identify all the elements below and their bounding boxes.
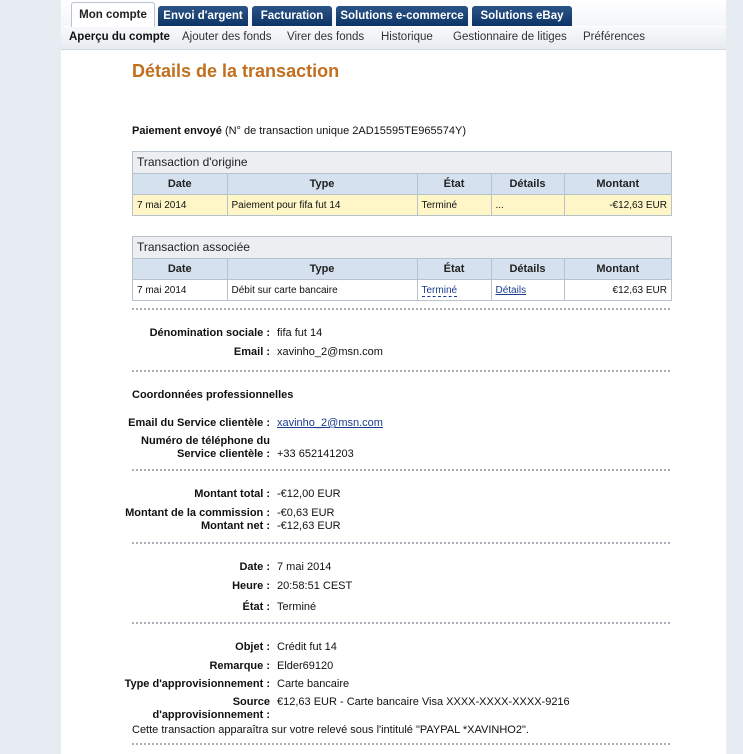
- subnav-historique[interactable]: Historique: [381, 31, 433, 43]
- object-label: Objet :: [235, 641, 270, 653]
- subnav-ajouter-fonds[interactable]: Ajouter des fonds: [182, 31, 272, 43]
- total-amount-value: -€12,00 EUR: [277, 488, 341, 500]
- statement-note: Cette transaction apparaîtra sur votre relevé sous l'intitulé "PAYPAL *XAVINHO2".: [132, 724, 529, 736]
- service-email-label: Email du Service clientèle :: [128, 417, 270, 429]
- professional-section-title: Coordonnées professionnelles: [132, 389, 294, 401]
- subnav-preferences[interactable]: Préférences: [583, 31, 646, 43]
- subnav-gestionnaire-litiges[interactable]: Gestionnaire de litiges: [453, 31, 567, 43]
- col-header-type: Type: [227, 259, 417, 280]
- cell-date: 7 mai 2014: [133, 280, 227, 301]
- fee-amount-label: Montant de la commission :: [125, 507, 270, 519]
- tab-solutions-ebay[interactable]: Solutions eBay: [472, 6, 572, 26]
- tab-solutions-ecommerce[interactable]: Solutions e-commerce: [336, 6, 468, 26]
- table-row: [133, 280, 671, 301]
- payment-summary: [132, 125, 466, 137]
- funding-source-label-line2: d'approvisionnement :: [152, 709, 270, 721]
- funding-type-label: Type d'approvisionnement :: [124, 678, 270, 690]
- funding-source-value: €12,63 EUR - Carte bancaire Visa XXXX-XXXX-XXXX-9216: [277, 696, 570, 708]
- date-label: Date :: [239, 561, 270, 573]
- page-title: Détails de la transaction: [132, 61, 340, 81]
- funding-source-label-line1: Source: [232, 696, 270, 708]
- tab-mon-compte[interactable]: Mon compte: [71, 2, 155, 28]
- service-email-link[interactable]: xavinho_2@msn.com: [277, 417, 383, 429]
- origin-transaction-caption: Transaction d'origine: [133, 152, 671, 174]
- col-header-date: Date: [133, 259, 227, 280]
- section-divider: [132, 542, 670, 544]
- merchant-name-label: Dénomination sociale :: [149, 327, 270, 339]
- transaction-id: (N° de transaction unique 2AD15595TE965574Y): [224, 125, 466, 137]
- remark-label: Remarque :: [209, 660, 270, 672]
- cell-type: Débit sur carte bancaire: [227, 280, 417, 301]
- col-header-details: Détails: [491, 259, 564, 280]
- state-value: Terminé: [277, 601, 317, 613]
- cell-amount: €12,63 EUR: [612, 284, 667, 296]
- cell-details: ...: [491, 195, 564, 216]
- cell-type: Paiement pour fifa fut 14: [227, 195, 417, 216]
- time-label: Heure :: [232, 580, 270, 592]
- related-transaction-table: [132, 236, 672, 301]
- merchant-email-value: xavinho_2@msn.com: [277, 346, 383, 358]
- sub-navigation: [61, 27, 726, 50]
- col-header-montant: Montant: [564, 259, 671, 280]
- merchant-email-label: Email :: [233, 346, 270, 358]
- remark-value: Elder69120: [277, 660, 334, 672]
- tab-facturation[interactable]: Facturation: [252, 6, 332, 26]
- col-header-details: Détails: [491, 174, 564, 195]
- col-header-montant: Montant: [564, 174, 671, 195]
- section-divider: [132, 370, 670, 372]
- section-divider: [132, 308, 670, 310]
- tab-envoi-argent[interactable]: Envoi d'argent: [158, 6, 248, 26]
- funding-type-value: Carte bancaire: [277, 678, 350, 690]
- service-phone-label-line1: Numéro de téléphone du: [141, 435, 270, 447]
- subnav-apercu-compte[interactable]: Aperçu du compte: [69, 31, 170, 43]
- fee-amount-value: -€0,63 EUR: [277, 507, 335, 519]
- col-header-date: Date: [133, 174, 227, 195]
- state-label: État :: [242, 601, 270, 613]
- total-amount-label: Montant total :: [194, 488, 270, 500]
- col-header-etat: État: [417, 174, 491, 195]
- main-tab-bar: [61, 0, 726, 26]
- page-container: [61, 0, 726, 754]
- object-value: Crédit fut 14: [277, 641, 337, 653]
- time-value: 20:58:51 CEST: [277, 580, 353, 592]
- payment-type: Paiement envoyé: [132, 125, 222, 137]
- cell-state: [417, 280, 491, 301]
- cell-amount: -€12,63 EUR: [564, 195, 671, 216]
- col-header-etat: État: [417, 259, 491, 280]
- col-header-type: Type: [227, 174, 417, 195]
- net-amount-value: -€12,63 EUR: [277, 520, 341, 532]
- origin-transaction-table: [132, 151, 672, 216]
- subnav-virer-fonds[interactable]: Virer des fonds: [287, 31, 365, 43]
- state-terminé-link[interactable]: Terminé: [421, 284, 458, 296]
- cell-state: Terminé: [417, 195, 491, 216]
- service-phone-label-line2: Service clientèle :: [177, 448, 270, 460]
- section-divider: [132, 622, 670, 624]
- merchant-name-value: fifa fut 14: [277, 327, 323, 339]
- section-divider: [132, 743, 670, 745]
- related-transaction-caption: Transaction associée: [133, 237, 671, 259]
- section-divider: [132, 469, 670, 471]
- date-value: 7 mai 2014: [277, 561, 332, 573]
- table-row: [133, 195, 671, 216]
- cell-details: [491, 280, 564, 301]
- details-link[interactable]: Détails: [495, 284, 527, 296]
- cell-date: 7 mai 2014: [133, 195, 227, 216]
- net-amount-label: Montant net :: [200, 520, 270, 532]
- service-phone-value: +33 652141203: [277, 448, 354, 460]
